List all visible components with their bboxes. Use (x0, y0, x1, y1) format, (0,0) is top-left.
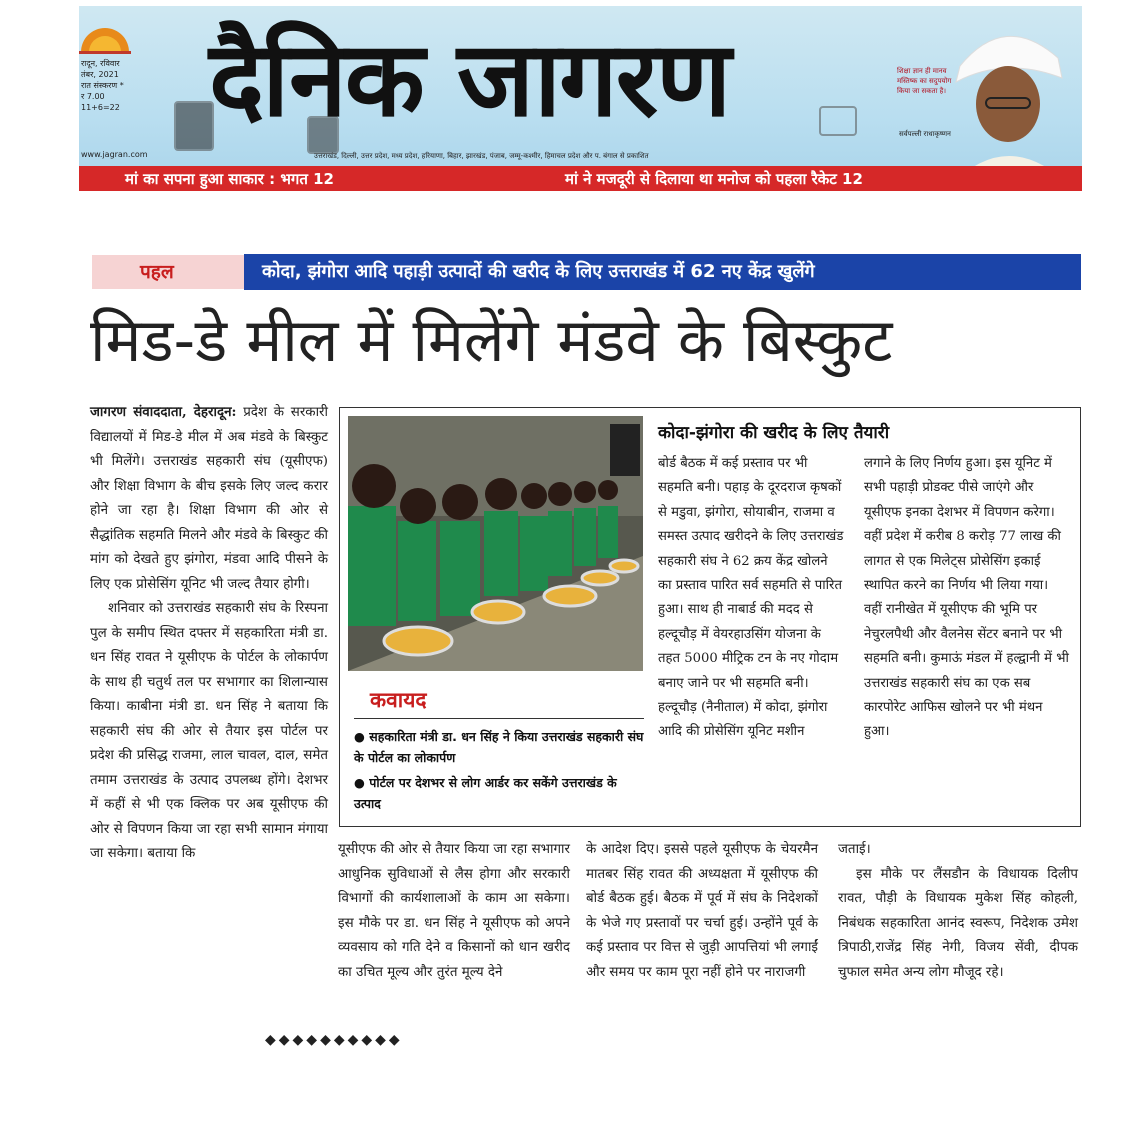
edition-info: रादून, रविवार तंबर, 2021 रात संस्करण * र 7.00 11+6=22 (81, 59, 124, 112)
strip-headline-right[interactable]: मां ने मजदूरी से दिलाया था मनोज को पहला रैकेट 12 (565, 170, 863, 188)
paragraph: इस मौके पर लैंसडौन के विधायक दिलीप रावत, पौड़ी के विधायक मुकेश सिंह कोहली, निबंधक सहकारिता आनंद स्वरूप, निदेशक उमेश त्रिपाठी,राजेंद्र सिंह नेगी, विजय सेंवी, दीपक चुफाल समेत अन्य लोग मौजूद रहे। (838, 866, 1078, 980)
editions-list: उत्तराखंड, दिल्ली, उत्तर प्रदेश, मध्य प्रदेश, हरियाणा, बिहार, झारखंड, पंजाब, जम्मू-कश्मीर, हिमाचल प्रदेश और प. बंगाल से प्रकाशित (314, 152, 649, 160)
paragraph: प्रदेश के सरकारी विद्यालयों में मिड-डे मील में अब मंडवे के बिस्कुट भी मिलेंगे। उत्तराखंड सहकारी संघ (यूसीएफ) और शिक्षा विभाग के बीच इसके लिए जल्द करार होने जा रहा है। शिक्षा विभाग की ओर से सैद्धांतिक सहमति मिलने और मंडवे के बिस्कुट की मांग को देखते हुए झंगोरा, मंडवा आदि पीसने के लिए एक प्रोसेसिंग यूनिट भी जल्द तैयार होगी। (90, 405, 328, 592)
sun-logo-icon (79, 22, 131, 54)
newspaper-logo: दैनिक जागरण (209, 18, 730, 140)
bullet-item: ● सहकारिता मंत्री डा. धन सिंह ने किया उत्तराखंड सहकारी संघ के पोर्टल का लोकार्पण (354, 729, 644, 765)
article-column-1 (90, 400, 328, 867)
masthead-quote: शिक्षा ज्ञान ही मानव मस्तिष्क का सदुपयोग किया जा सकता है। (897, 67, 952, 95)
strip-headline-left[interactable]: मां का सपना हुआ साकार : भगत 12 (125, 170, 334, 188)
article-headline: मिड-डे मील में मिलेंगे मंडवे के बिस्कुट (90, 306, 893, 376)
portrait-icon (930, 16, 1080, 186)
byline: जागरण संवाददाता, देहरादून: (90, 404, 237, 420)
box-title: कोदा-झंगोरा की खरीद के लिए तैयारी (658, 423, 890, 443)
paragraph: के आदेश दिए। इससे पहले यूसीएफ के चेयरमैन मातबर सिंह रावत की अध्यक्षता में यूसीएफ की बोर्ड बैठक हुई। बैठक में पूर्व में संघ के निदेशकों के भेजे गए प्रस्तावों पर चर्चा हुई। उन्होंने पूर्व के कई प्रस्ताव पर वित्त से जुड़ी आपत्तियां भी लगाईं और समय पर काम पूरा नहीं होने पर नाराजगी (586, 842, 818, 980)
divider (354, 718, 644, 719)
bullet-item: ● पोर्टल पर देशभर से लोग आर्डर कर सकेंगे उत्तराखंड के उत्पाद (354, 775, 617, 811)
article-column-3 (586, 838, 818, 985)
box-column-1: बोर्ड बैठक में कई प्रस्ताव पर भी सहमति बनी। पहाड़ के दूरदराज कृषकों से मडुवा, झंगोरा, सोयाबीन, राजमा व समस्त उत्पाद खरीदने के लिए उत्तराखंड सहकारी संघ ने 62 क्रय केंद्र खोलने का प्रस्ताव पारित सर्व सहमति से पारित हुआ। साथ ही नाबार्ड की मदद से हल्दूचौड़ में वेयरहाउसिंग योजना के तहत 5000 मीट्रिक टन के नए गोदाम बनाए जाने पर भी सहमति बनी। हल्दूचौड़ (नैनीताल) में कोदा, झंगोरा आदि की प्रोसेसिंग यूनिट मशीन (658, 456, 844, 740)
paragraph: शनिवार को उत्तराखंड सहकारी संघ के रिस्पना पुल के समीप स्थित दफ्तर में सहकारिता मंत्री डा. धन सिंह रावत ने यूसीएफ के पोर्टल के लोकार्पण के साथ ही चतुर्थ तल पर सभागार का शिलान्यास किया। काबीना मंत्री डा. धन सिंह ने बताया कि सहकारी संघ की ओर से तैयार इस पोर्टल पर प्रदेश की प्रसिद्ध राजमा, लाल चावल, दाल, समेत तमाम उत्तराखंड के उत्पाद उपलब्ध होंगे। देशभर में कहीं से भी एक क्लिक पर अब यूसीएफ की ओर से विपणन किया जा रहा सभी सामान मंगाया जा सकेगा। बताया कि (90, 601, 328, 861)
website-text: www.jagran.com (81, 150, 148, 159)
quote-author: सर्वपल्ली राधाकृष्णन (899, 130, 951, 138)
phone-doodle-icon (174, 101, 214, 151)
students-eating-photo (348, 416, 643, 671)
books-doodle-icon (819, 106, 857, 136)
info-box (339, 407, 1081, 827)
box-column-2: लगाने के लिए निर्णय हुआ। इस यूनिट में सभी पहाड़ी प्रोडक्ट पीसे जाएंगे और यूसीएफ इनका देशभर में विपणन करेगा। वहीं प्रदेश में करीब 8 करोड़ 77 लाख की लागत से एक मिलेट्स प्रोसेसिंग इकाई स्थापित करने का निर्णय भी लिया गया। वहीं रानीखेत में यूसीएफ की भूमि पर नेचुरलपैथी और वैलनेस सेंटर बनाने पर भी सहमति बनी। कुमाऊं मंडल में हल्द्वानी में भी उत्तराखंड सहकारी संघ का एक सब कारपोरेट आफिस खोलने पर भी मंथन हुआ। (864, 456, 1069, 740)
article-tag: पहल (92, 255, 244, 289)
paragraph: यूसीएफ की ओर से तैयार किया जा रहा सभागार आधुनिक सुविधाओं से लैस होगा और सरकारी विभागों की कार्यशालाओं के काम आ सकेगा। इस मौके पर डा. धन सिंह ने यूसीएफ को अपने व्यवसाय को गति देने व किसानों को धान खरीद का उचित मूल्य और तुरंत मूल्य देने (338, 842, 570, 980)
article-kicker: कोदा, झंगोरा आदि पहाड़ी उत्पादों की खरीद के लिए उत्तराखंड में 62 नए केंद्र खुलेंगे (244, 254, 1081, 290)
kavayad-label: कवायद (370, 688, 427, 712)
masthead (79, 6, 1082, 191)
article-column-4 (838, 838, 1078, 985)
end-mark: ◆◆◆◆◆◆◆◆◆◆ (265, 1032, 403, 1048)
article-column-2 (338, 838, 570, 985)
paragraph: जताई। (838, 842, 871, 857)
